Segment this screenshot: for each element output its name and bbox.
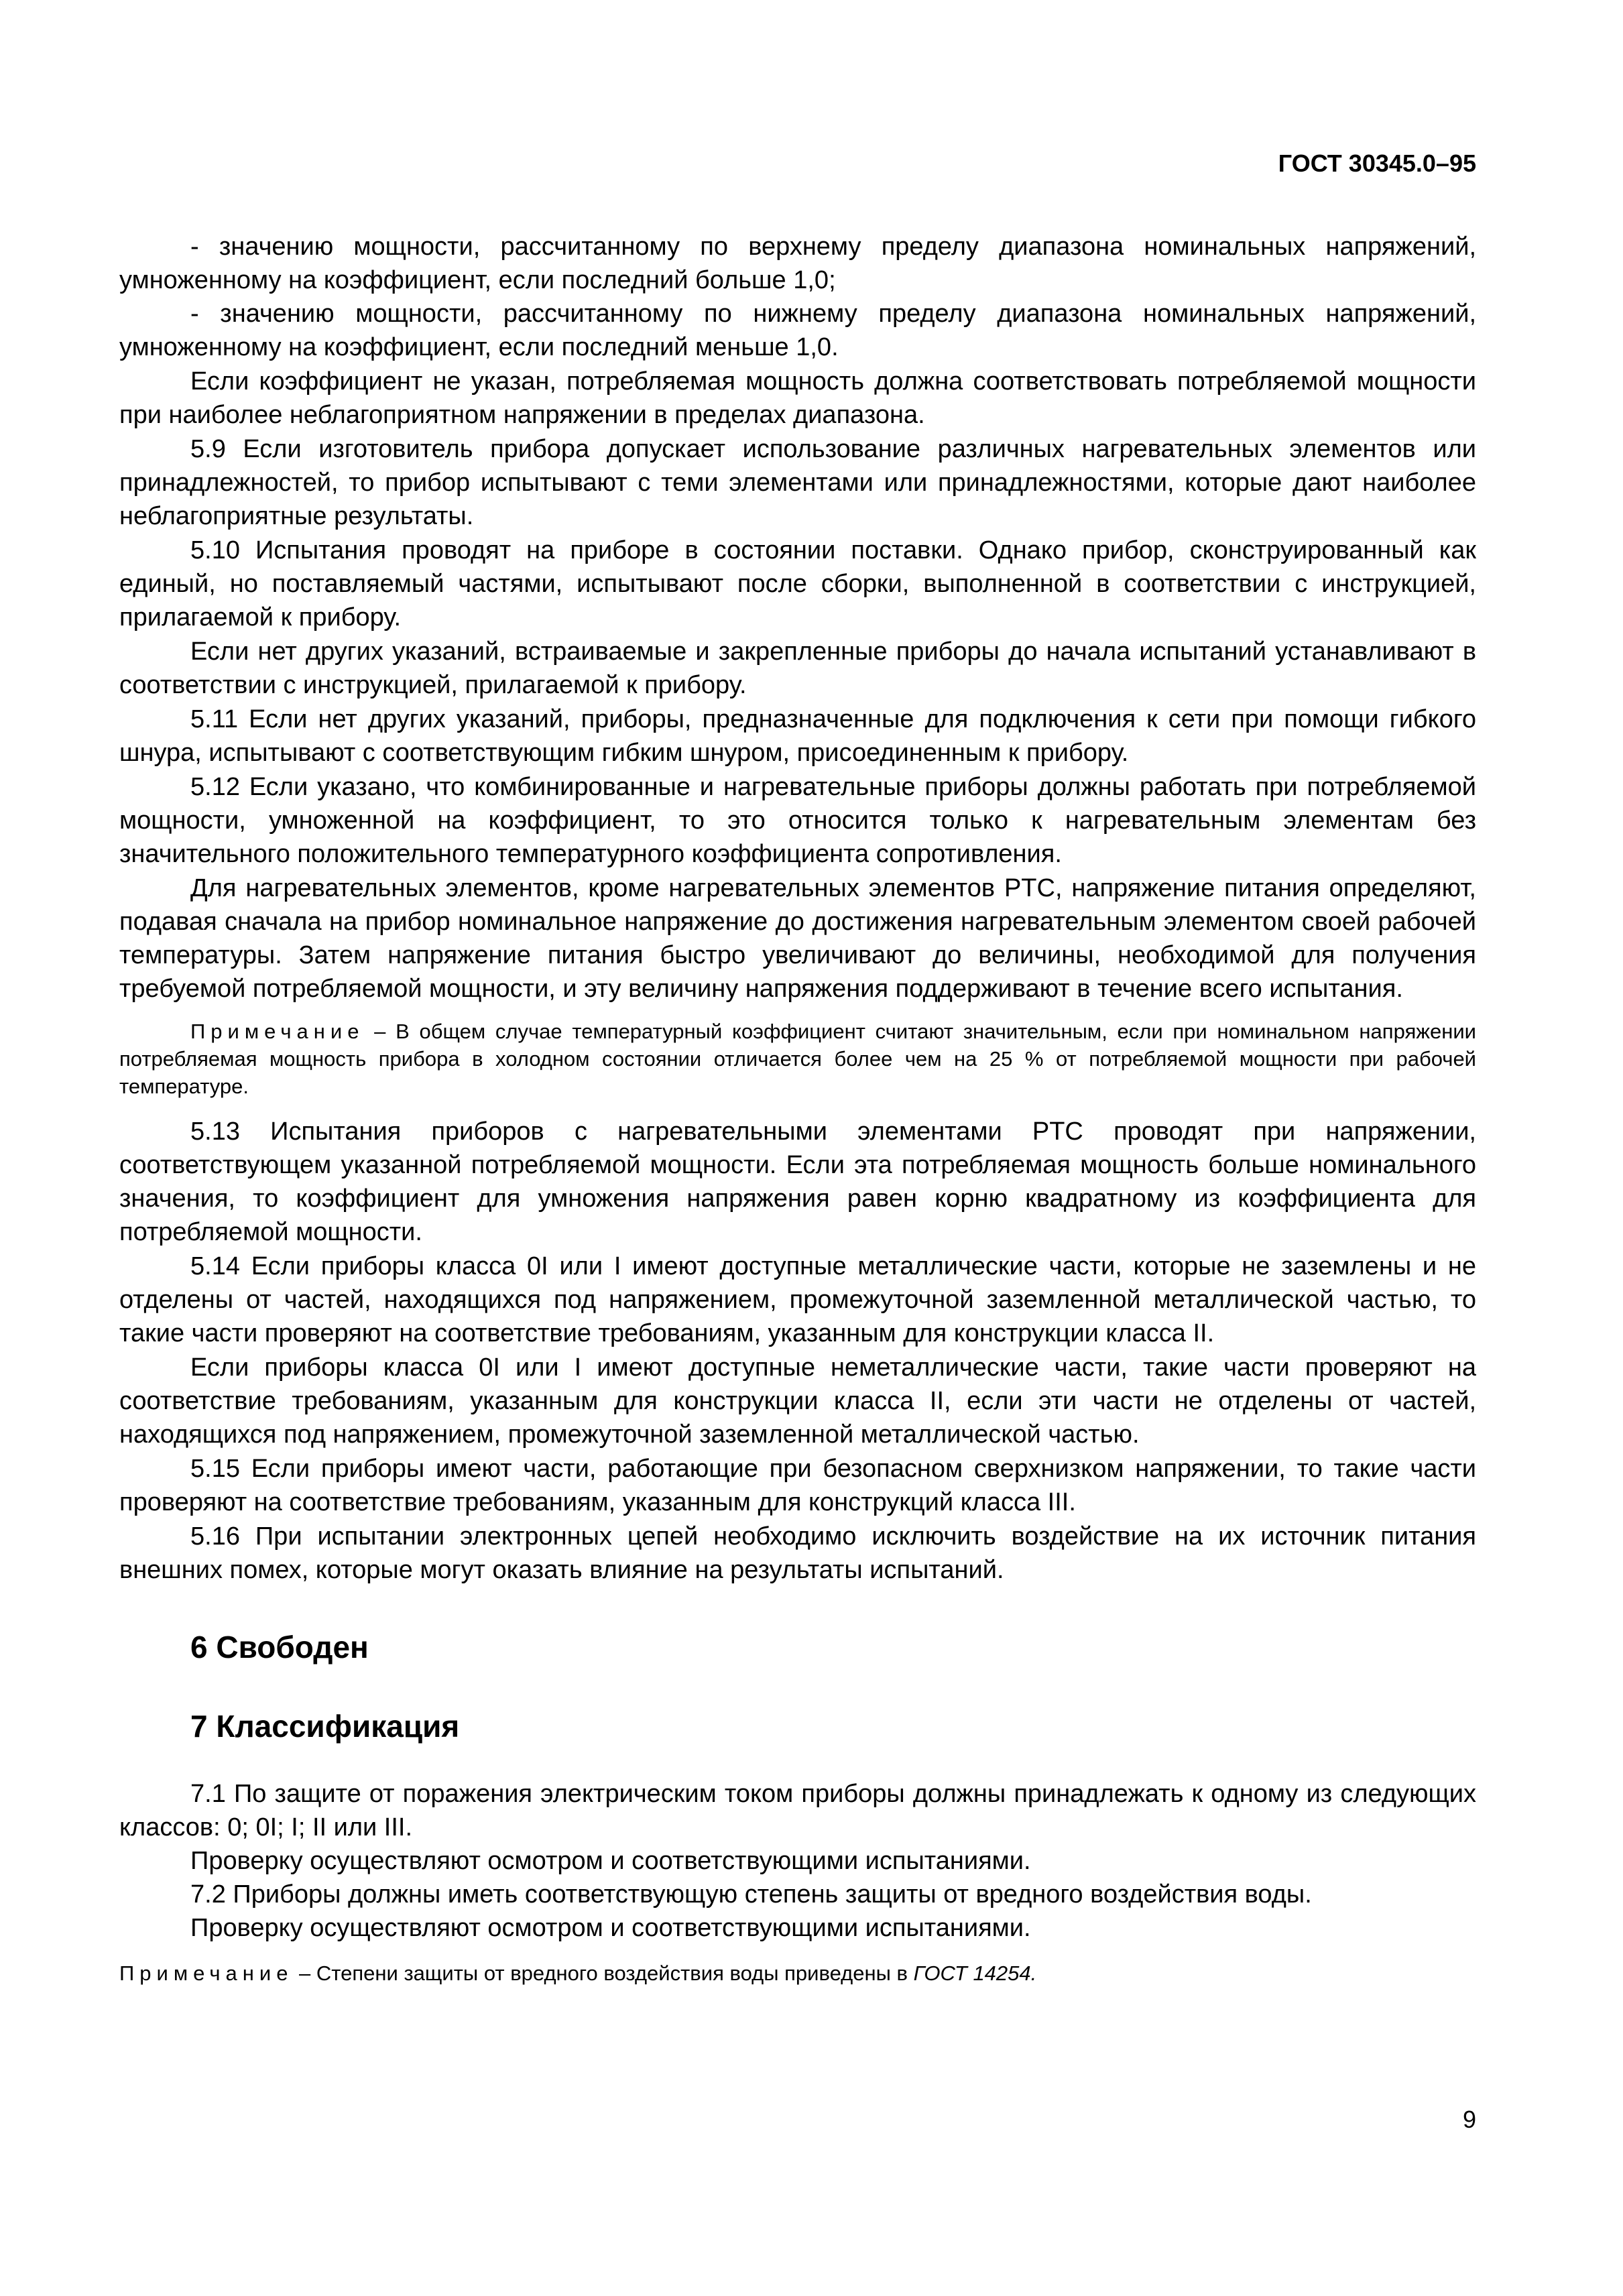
paragraph: Если коэффициент не указан, потребляемая мощность должна соответствовать потребляемой мощности при наиболее неблагоприятном напряжении в пределах диапазона. <box>119 367 1476 429</box>
note-label: Примечание <box>190 1020 365 1043</box>
paragraph: Если нет других указаний, встраиваемые и закрепленные приборы до начала испытаний устанавливают в соответствии с инструкцией, прилагаемой к прибору. <box>119 638 1476 699</box>
note-temperature-coefficient <box>119 1018 1476 1100</box>
list-item: - значению мощности, рассчитанному по нижнему пределу диапазона номинальных напряжений, умноженному на коэффициент, если последний меньше 1,0. <box>119 300 1476 361</box>
clause-5-11: 5.11 Если нет других указаний, приборы, предназначенные для подключения к сети при помощи гибкого шнура, испытывают с соответствующим гибким шнуром, присоединенным к прибору. <box>119 705 1476 767</box>
note-text: – Степени защиты от вредного воздействия воды приведены в <box>293 1961 914 1985</box>
paragraph: Если приборы класса 0I или I имеют доступные неметаллические части, такие части проверяют на соответствие требованиям, указанным для конструкции класса II, если эти части не отделены от частей, находящихся под напряжением, промежуточной заземленной металлической частью. <box>119 1353 1476 1449</box>
section-7-heading: 7 Классификация <box>190 1709 460 1744</box>
document-code-header: ГОСТ 30345.0–95 <box>1278 149 1476 177</box>
note-water-protection <box>119 1959 1476 1987</box>
clause-7-2: 7.2 Приборы должны иметь соответствующую степень защиты от вредного воздействия воды. <box>190 1880 1312 1909</box>
clause-5-9: 5.9 Если изготовитель прибора допускает использование различных нагревательных элементов или принадлежностей, то прибор испытывают с теми элементами или принадлежностями, которые дают наиболее неблагоприятные результаты. <box>119 435 1476 530</box>
clause-5-15: 5.15 Если приборы имеют части, работающие при безопасном сверхнизком напряжении, то такие части проверяют на соответствие требованиям, указанным для конструкций класса III. <box>119 1455 1476 1516</box>
clause-5-12: 5.12 Если указано, что комбинированные и нагревательные приборы должны работать при потребляемой мощности, умноженной на коэффициент, то это относится только к нагревательным элементам без значительного положительного температурного коэффициента сопротивления. <box>119 773 1476 868</box>
clause-5-16: 5.16 При испытании электронных цепей необходимо исключить воздействие на их источник питания внешних помех, которые могут оказать влияние на результаты испытаний. <box>119 1522 1476 1584</box>
clause-5-10: 5.10 Испытания проводят на приборе в состоянии поставки. Однако прибор, сконструированный как единый, но поставляемый частями, испытывают после сборки, выполненной в соответствии с инструкцией, прилагаемой к прибору. <box>119 536 1476 631</box>
clause-5-14: 5.14 Если приборы класса 0I или I имеют доступные металлические части, которые не заземлены и не отделены от частей, находящихся под напряжением, промежуточной заземленной металлической частью, то такие части проверяют на соответствие требованиям, указанным для конструкции класса II. <box>119 1252 1476 1347</box>
note-text: – В общем случае температурный коэффициент считают значительным, если при номинальном напряжении потребляемая мощность прибора в холодном состоянии отличается более чем на 25 % от потребляемой мощности при рабочей температуре. <box>119 1020 1476 1098</box>
list-item: - значению мощности, рассчитанному по верхнему пределу диапазона номинальных напряжений, умноженному на коэффициент, если последний больше 1,0; <box>119 233 1476 294</box>
note-label: Примечание <box>119 1961 294 1985</box>
standard-reference: ГОСТ 14254. <box>913 1961 1037 1985</box>
paragraph: Для нагревательных элементов, кроме нагревательных элементов PTC, напряжение питания определяют, подавая сначала на прибор номинальное напряжение до достижения нагревательным элементом своей рабочей температуры. Затем напряжение питания быстро увеличивают до величины, необходимой для получения требуемой потребляемой мощности, и эту величину напряжения поддерживают в течение всего испытания. <box>119 874 1476 1003</box>
paragraph: Проверку осуществляют осмотром и соответствующими испытаниями. <box>190 1914 1031 1942</box>
clause-5-13: 5.13 Испытания приборов с нагревательными элементами PTC проводят при напряжении, соответствующем указанной потребляемой мощности. Если эта потребляемая мощность больше номинального значения, то коэффициент для умножения напряжения равен корню квадратному из коэффициента для потребляемой мощности. <box>119 1117 1476 1246</box>
page-number: 9 <box>1462 2106 1476 2133</box>
paragraph: Проверку осуществляют осмотром и соответствующими испытаниями. <box>190 1847 1031 1875</box>
page-body <box>119 230 1476 1987</box>
section-6-heading: 6 Свободен <box>190 1630 369 1665</box>
clause-7-1: 7.1 По защите от поражения электрическим током приборы должны принадлежать к одному из следующих классов: 0; 0I; I; II или III. <box>119 1780 1476 1841</box>
